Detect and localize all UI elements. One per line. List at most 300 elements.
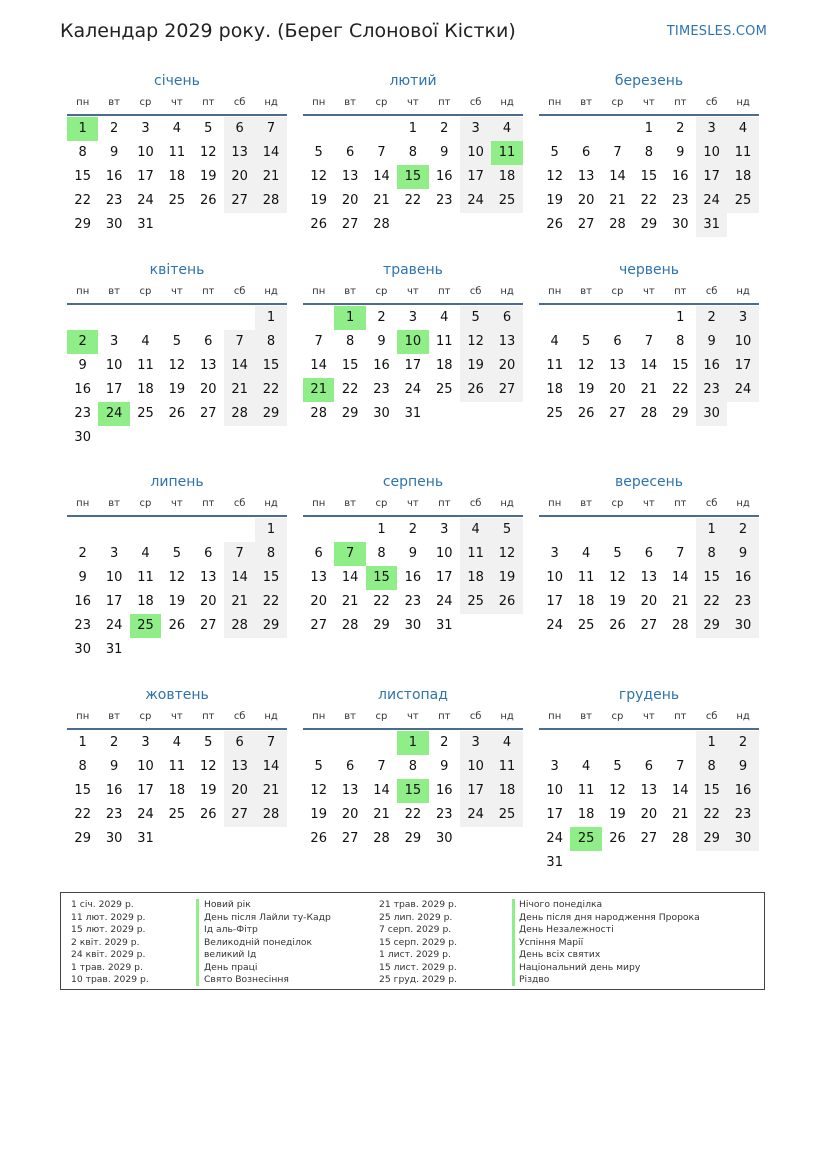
- weekend-day[interactable]: 11: [727, 141, 758, 165]
- day[interactable]: 13: [341, 783, 359, 798]
- day[interactable]: 29: [640, 217, 658, 232]
- day[interactable]: 13: [199, 570, 217, 585]
- weekend-day[interactable]: 26: [491, 590, 522, 614]
- day[interactable]: 25: [137, 406, 154, 421]
- holiday-day[interactable]: 15: [397, 165, 428, 189]
- day[interactable]: 6: [613, 334, 622, 349]
- weekend-day[interactable]: 8: [696, 542, 727, 566]
- day[interactable]: 18: [435, 358, 453, 373]
- day[interactable]: 30: [105, 831, 123, 846]
- weekend-day[interactable]: 18: [491, 779, 522, 803]
- day[interactable]: 5: [550, 145, 559, 160]
- day[interactable]: 25: [435, 382, 453, 397]
- weekend-day[interactable]: 29: [255, 614, 286, 638]
- day[interactable]: 19: [546, 193, 563, 208]
- day[interactable]: 6: [204, 334, 213, 349]
- day[interactable]: 8: [644, 145, 653, 160]
- day[interactable]: 2: [377, 310, 386, 325]
- day[interactable]: 4: [141, 334, 150, 349]
- day[interactable]: 4: [550, 334, 559, 349]
- day[interactable]: 19: [310, 807, 327, 822]
- weekend-day[interactable]: 31: [696, 213, 727, 237]
- day[interactable]: 27: [199, 618, 217, 633]
- weekend-day[interactable]: 17: [696, 165, 727, 189]
- day[interactable]: 1: [408, 121, 417, 136]
- day[interactable]: 30: [404, 618, 422, 633]
- holiday-day[interactable]: 21: [303, 378, 334, 402]
- day[interactable]: 30: [74, 430, 91, 445]
- day[interactable]: 9: [78, 570, 87, 585]
- day[interactable]: 17: [105, 594, 123, 609]
- day[interactable]: 14: [640, 358, 658, 373]
- weekend-day[interactable]: 12: [491, 542, 522, 566]
- weekend-day[interactable]: 21: [255, 779, 286, 803]
- day[interactable]: 22: [74, 193, 91, 208]
- day[interactable]: 22: [373, 594, 390, 609]
- day[interactable]: 5: [314, 759, 323, 774]
- day[interactable]: 16: [435, 169, 453, 184]
- day[interactable]: 4: [581, 546, 591, 561]
- day[interactable]: 28: [609, 217, 626, 232]
- day[interactable]: 17: [137, 783, 154, 798]
- weekend-day[interactable]: 2: [696, 306, 727, 330]
- weekend-day[interactable]: 28: [255, 189, 286, 213]
- weekend-day[interactable]: 15: [255, 566, 286, 590]
- day[interactable]: 30: [74, 642, 91, 657]
- day[interactable]: 2: [109, 735, 119, 750]
- day[interactable]: 1: [377, 522, 386, 537]
- day[interactable]: 11: [577, 570, 595, 585]
- weekend-day[interactable]: 25: [727, 189, 758, 213]
- day[interactable]: 24: [546, 831, 563, 846]
- day[interactable]: 5: [204, 121, 213, 136]
- day[interactable]: 12: [577, 358, 595, 373]
- day[interactable]: 28: [341, 618, 359, 633]
- day[interactable]: 24: [546, 618, 563, 633]
- day[interactable]: 20: [341, 807, 359, 822]
- weekend-day[interactable]: 8: [255, 542, 286, 566]
- day[interactable]: 8: [78, 759, 87, 774]
- day[interactable]: 7: [676, 759, 685, 774]
- holiday-day[interactable]: 1: [67, 117, 98, 141]
- day[interactable]: 13: [341, 169, 359, 184]
- day[interactable]: 24: [137, 193, 154, 208]
- day[interactable]: 26: [168, 406, 186, 421]
- weekend-day[interactable]: 3: [460, 731, 491, 755]
- day[interactable]: 2: [440, 735, 449, 750]
- day[interactable]: 26: [168, 618, 186, 633]
- day[interactable]: 14: [609, 169, 626, 184]
- day[interactable]: 7: [644, 334, 653, 349]
- day[interactable]: 21: [640, 382, 658, 397]
- weekend-day[interactable]: 22: [696, 803, 727, 827]
- day[interactable]: 5: [613, 759, 622, 774]
- day[interactable]: 29: [671, 406, 689, 421]
- weekend-day[interactable]: 14: [224, 566, 255, 590]
- day[interactable]: 26: [199, 193, 217, 208]
- day[interactable]: 23: [404, 594, 422, 609]
- day[interactable]: 20: [577, 193, 595, 208]
- weekend-day[interactable]: 15: [696, 566, 727, 590]
- weekend-day[interactable]: 7: [224, 330, 255, 354]
- day[interactable]: 3: [440, 522, 449, 537]
- weekend-day[interactable]: 28: [255, 803, 286, 827]
- day[interactable]: 16: [435, 783, 453, 798]
- day[interactable]: 9: [109, 145, 119, 160]
- weekend-day[interactable]: 6: [491, 306, 522, 330]
- day[interactable]: 25: [168, 193, 186, 208]
- day[interactable]: 10: [105, 570, 123, 585]
- weekend-day[interactable]: 14: [224, 354, 255, 378]
- day[interactable]: 31: [105, 642, 123, 657]
- day[interactable]: 20: [341, 193, 359, 208]
- day[interactable]: 11: [137, 358, 154, 373]
- day[interactable]: 5: [613, 546, 622, 561]
- day[interactable]: 9: [377, 334, 386, 349]
- day[interactable]: 8: [345, 334, 355, 349]
- day[interactable]: 10: [137, 759, 154, 774]
- day[interactable]: 3: [408, 310, 417, 325]
- day[interactable]: 6: [644, 546, 653, 561]
- day[interactable]: 11: [435, 334, 453, 349]
- weekend-day[interactable]: 8: [696, 755, 727, 779]
- day[interactable]: 30: [105, 217, 123, 232]
- holiday-day[interactable]: 2: [67, 330, 98, 354]
- day[interactable]: 16: [671, 169, 689, 184]
- weekend-day[interactable]: 18: [491, 165, 522, 189]
- day[interactable]: 21: [373, 193, 390, 208]
- weekend-day[interactable]: 11: [491, 755, 522, 779]
- day[interactable]: 29: [341, 406, 359, 421]
- weekend-day[interactable]: 8: [255, 330, 286, 354]
- weekend-day[interactable]: 28: [224, 402, 255, 426]
- day[interactable]: 18: [137, 594, 154, 609]
- day[interactable]: 6: [581, 145, 591, 160]
- day[interactable]: 2: [408, 522, 417, 537]
- weekend-day[interactable]: 25: [491, 189, 522, 213]
- day[interactable]: 19: [609, 807, 626, 822]
- day[interactable]: 15: [341, 358, 359, 373]
- weekend-day[interactable]: 20: [224, 165, 255, 189]
- weekend-day[interactable]: 2: [727, 518, 758, 542]
- day[interactable]: 27: [310, 618, 327, 633]
- day[interactable]: 26: [199, 807, 217, 822]
- weekend-day[interactable]: 27: [224, 803, 255, 827]
- day[interactable]: 20: [640, 594, 658, 609]
- day[interactable]: 6: [314, 546, 323, 561]
- weekend-day[interactable]: 22: [255, 590, 286, 614]
- weekend-day[interactable]: 3: [727, 306, 758, 330]
- day[interactable]: 26: [310, 831, 327, 846]
- day[interactable]: 13: [609, 358, 626, 373]
- day[interactable]: 16: [74, 382, 91, 397]
- day[interactable]: 30: [373, 406, 390, 421]
- day[interactable]: 3: [550, 546, 559, 561]
- day[interactable]: 16: [404, 570, 422, 585]
- weekend-day[interactable]: 20: [491, 354, 522, 378]
- day[interactable]: 23: [105, 807, 123, 822]
- day[interactable]: 13: [640, 783, 658, 798]
- day[interactable]: 1: [676, 310, 685, 325]
- weekend-day[interactable]: 16: [696, 354, 727, 378]
- day[interactable]: 27: [609, 406, 626, 421]
- day[interactable]: 14: [671, 570, 689, 585]
- weekend-day[interactable]: 1: [696, 731, 727, 755]
- day[interactable]: 19: [199, 169, 217, 184]
- day[interactable]: 31: [546, 855, 563, 870]
- day[interactable]: 3: [109, 334, 119, 349]
- day[interactable]: 23: [373, 382, 390, 397]
- weekend-day[interactable]: 21: [224, 590, 255, 614]
- weekend-day[interactable]: 17: [460, 165, 491, 189]
- day[interactable]: 11: [168, 145, 186, 160]
- day[interactable]: 12: [546, 169, 563, 184]
- day[interactable]: 6: [345, 145, 355, 160]
- day[interactable]: 31: [137, 217, 154, 232]
- day[interactable]: 24: [404, 382, 422, 397]
- weekend-day[interactable]: 22: [696, 590, 727, 614]
- weekend-day[interactable]: 7: [255, 731, 286, 755]
- day[interactable]: 9: [408, 546, 417, 561]
- day[interactable]: 3: [141, 121, 150, 136]
- day[interactable]: 16: [373, 358, 390, 373]
- day[interactable]: 22: [341, 382, 359, 397]
- day[interactable]: 22: [74, 807, 91, 822]
- day[interactable]: 5: [172, 546, 181, 561]
- day[interactable]: 9: [676, 145, 685, 160]
- weekend-day[interactable]: 1: [255, 518, 286, 542]
- day[interactable]: 18: [168, 169, 186, 184]
- holiday-day[interactable]: 1: [397, 731, 428, 755]
- weekend-day[interactable]: 14: [255, 141, 286, 165]
- day[interactable]: 16: [105, 783, 123, 798]
- weekend-day[interactable]: 15: [696, 779, 727, 803]
- day[interactable]: 16: [74, 594, 91, 609]
- day[interactable]: 6: [644, 759, 653, 774]
- day[interactable]: 29: [74, 217, 91, 232]
- weekend-day[interactable]: 16: [727, 566, 758, 590]
- weekend-day[interactable]: 13: [491, 330, 522, 354]
- weekend-day[interactable]: 11: [460, 542, 491, 566]
- day[interactable]: 12: [310, 169, 327, 184]
- weekend-day[interactable]: 25: [491, 803, 522, 827]
- weekend-day[interactable]: 26: [460, 378, 491, 402]
- day[interactable]: 28: [671, 618, 689, 633]
- day[interactable]: 25: [577, 618, 595, 633]
- day[interactable]: 31: [137, 831, 154, 846]
- day[interactable]: 11: [137, 570, 154, 585]
- weekend-day[interactable]: 29: [696, 827, 727, 851]
- day[interactable]: 4: [581, 759, 591, 774]
- holiday-day[interactable]: 7: [334, 542, 365, 566]
- weekend-day[interactable]: 25: [460, 590, 491, 614]
- weekend-day[interactable]: 1: [255, 306, 286, 330]
- day[interactable]: 16: [105, 169, 123, 184]
- day[interactable]: 9: [109, 759, 119, 774]
- weekend-day[interactable]: 4: [460, 518, 491, 542]
- day[interactable]: 30: [435, 831, 453, 846]
- day[interactable]: 12: [609, 783, 626, 798]
- day[interactable]: 7: [377, 145, 386, 160]
- day[interactable]: 12: [168, 570, 186, 585]
- day[interactable]: 20: [199, 594, 217, 609]
- day[interactable]: 24: [137, 807, 154, 822]
- day[interactable]: 25: [168, 807, 186, 822]
- day[interactable]: 12: [168, 358, 186, 373]
- weekend-day[interactable]: 7: [224, 542, 255, 566]
- weekend-day[interactable]: 21: [224, 378, 255, 402]
- day[interactable]: 12: [609, 570, 626, 585]
- day[interactable]: 7: [377, 759, 386, 774]
- weekend-day[interactable]: 29: [255, 402, 286, 426]
- weekend-day[interactable]: 9: [727, 542, 758, 566]
- day[interactable]: 14: [341, 570, 359, 585]
- day[interactable]: 13: [310, 570, 327, 585]
- day[interactable]: 17: [404, 358, 422, 373]
- day[interactable]: 22: [404, 193, 422, 208]
- weekend-day[interactable]: 5: [491, 518, 522, 542]
- day[interactable]: 19: [609, 594, 626, 609]
- weekend-day[interactable]: 28: [224, 614, 255, 638]
- day[interactable]: 31: [435, 618, 453, 633]
- day[interactable]: 15: [74, 169, 91, 184]
- weekend-day[interactable]: 17: [727, 354, 758, 378]
- day[interactable]: 23: [74, 406, 91, 421]
- day[interactable]: 13: [640, 570, 658, 585]
- day[interactable]: 26: [609, 618, 626, 633]
- weekend-day[interactable]: 19: [491, 566, 522, 590]
- day[interactable]: 28: [373, 831, 390, 846]
- day[interactable]: 27: [341, 831, 359, 846]
- day[interactable]: 2: [78, 546, 87, 561]
- day[interactable]: 20: [640, 807, 658, 822]
- weekend-day[interactable]: 4: [491, 731, 522, 755]
- day[interactable]: 21: [671, 594, 689, 609]
- holiday-day[interactable]: 15: [366, 566, 397, 590]
- day[interactable]: 28: [640, 406, 658, 421]
- weekend-day[interactable]: 13: [224, 755, 255, 779]
- day[interactable]: 26: [310, 217, 327, 232]
- day[interactable]: 26: [577, 406, 595, 421]
- day[interactable]: 17: [546, 807, 563, 822]
- weekend-day[interactable]: 23: [727, 590, 758, 614]
- day[interactable]: 11: [577, 783, 595, 798]
- weekend-day[interactable]: 13: [224, 141, 255, 165]
- day[interactable]: 1: [78, 735, 87, 750]
- weekend-day[interactable]: 4: [491, 117, 522, 141]
- day[interactable]: 22: [640, 193, 658, 208]
- holiday-day[interactable]: 10: [397, 330, 428, 354]
- day[interactable]: 4: [172, 735, 181, 750]
- day[interactable]: 15: [74, 783, 91, 798]
- day[interactable]: 27: [640, 618, 658, 633]
- day[interactable]: 8: [676, 334, 685, 349]
- weekend-day[interactable]: 27: [224, 189, 255, 213]
- weekend-day[interactable]: 14: [255, 755, 286, 779]
- day[interactable]: 14: [671, 783, 689, 798]
- day[interactable]: 10: [546, 570, 563, 585]
- day[interactable]: 10: [105, 358, 123, 373]
- day[interactable]: 5: [204, 735, 213, 750]
- holiday-day[interactable]: 11: [491, 141, 522, 165]
- day[interactable]: 28: [310, 406, 327, 421]
- day[interactable]: 21: [341, 594, 359, 609]
- weekend-day[interactable]: 27: [491, 378, 522, 402]
- day[interactable]: 5: [581, 334, 591, 349]
- weekend-day[interactable]: 4: [727, 117, 758, 141]
- weekend-day[interactable]: 7: [255, 117, 286, 141]
- day[interactable]: 19: [199, 783, 217, 798]
- day[interactable]: 27: [199, 406, 217, 421]
- day[interactable]: 28: [373, 217, 390, 232]
- weekend-day[interactable]: 24: [696, 189, 727, 213]
- day[interactable]: 4: [440, 310, 449, 325]
- day[interactable]: 27: [341, 217, 359, 232]
- weekend-day[interactable]: 10: [460, 141, 491, 165]
- day[interactable]: 18: [577, 594, 595, 609]
- day[interactable]: 22: [671, 382, 689, 397]
- weekend-day[interactable]: 3: [696, 117, 727, 141]
- day[interactable]: 14: [310, 358, 327, 373]
- day[interactable]: 11: [168, 759, 186, 774]
- holiday-day[interactable]: 25: [570, 827, 601, 851]
- weekend-day[interactable]: 20: [224, 779, 255, 803]
- weekend-day[interactable]: 5: [460, 306, 491, 330]
- weekend-day[interactable]: 23: [727, 803, 758, 827]
- day[interactable]: 18: [546, 382, 563, 397]
- day[interactable]: 10: [546, 783, 563, 798]
- day[interactable]: 9: [78, 358, 87, 373]
- day[interactable]: 23: [74, 618, 91, 633]
- day[interactable]: 21: [609, 193, 626, 208]
- day[interactable]: 11: [546, 358, 563, 373]
- weekend-day[interactable]: 30: [727, 827, 758, 851]
- weekend-day[interactable]: 23: [696, 378, 727, 402]
- day[interactable]: 25: [546, 406, 563, 421]
- day[interactable]: 31: [404, 406, 422, 421]
- weekend-day[interactable]: 30: [696, 402, 727, 426]
- weekend-day[interactable]: 12: [460, 330, 491, 354]
- day[interactable]: 18: [577, 807, 595, 822]
- day[interactable]: 19: [168, 594, 186, 609]
- weekend-day[interactable]: 24: [460, 803, 491, 827]
- weekend-day[interactable]: 1: [696, 518, 727, 542]
- day[interactable]: 26: [609, 831, 626, 846]
- day[interactable]: 8: [377, 546, 386, 561]
- weekend-day[interactable]: 21: [255, 165, 286, 189]
- weekend-day[interactable]: 24: [727, 378, 758, 402]
- day[interactable]: 28: [671, 831, 689, 846]
- day[interactable]: 8: [78, 145, 87, 160]
- day[interactable]: 23: [435, 193, 453, 208]
- day[interactable]: 5: [314, 145, 323, 160]
- day[interactable]: 24: [435, 594, 453, 609]
- day[interactable]: 2: [440, 121, 449, 136]
- weekend-day[interactable]: 9: [727, 755, 758, 779]
- day[interactable]: 27: [640, 831, 658, 846]
- weekend-day[interactable]: 30: [727, 614, 758, 638]
- day[interactable]: 30: [671, 217, 689, 232]
- day[interactable]: 7: [613, 145, 622, 160]
- day[interactable]: 8: [408, 145, 417, 160]
- weekend-day[interactable]: 18: [460, 566, 491, 590]
- day[interactable]: 9: [440, 759, 449, 774]
- weekend-day[interactable]: 16: [727, 779, 758, 803]
- day[interactable]: 3: [550, 759, 559, 774]
- day[interactable]: 17: [105, 382, 123, 397]
- weekend-day[interactable]: 6: [224, 731, 255, 755]
- weekend-day[interactable]: 10: [696, 141, 727, 165]
